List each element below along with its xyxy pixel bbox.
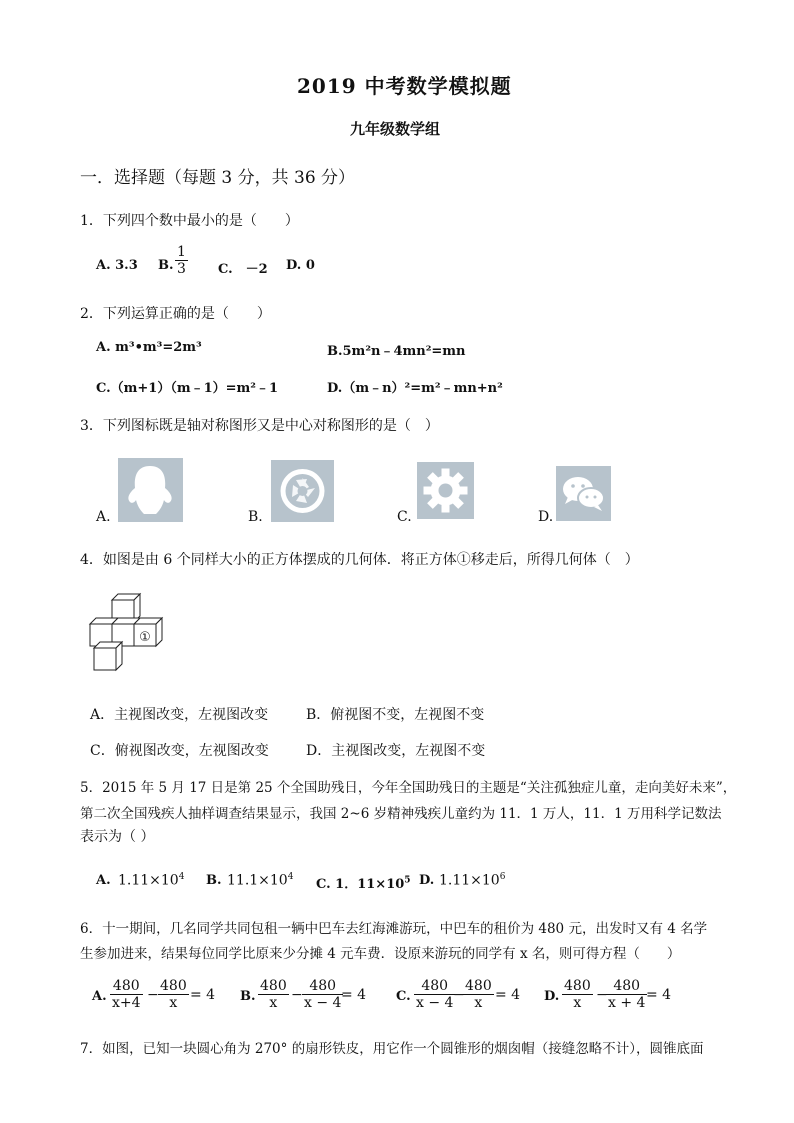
q6-d-num-2: 480 [613,978,641,994]
q6-b-num-2: 480 [309,978,337,994]
q1-fraction-denominator: 3 [177,261,186,277]
q5-option-d-label: D. [419,873,435,888]
q5-d-base: 1.11×10 [439,872,500,889]
q1-fraction-numerator: 1 [177,244,186,260]
q2-option-d: D.（m﹣n）²=m²﹣mn+n² [327,381,503,396]
q3-option-b: B. [248,509,263,525]
q3-option-d: D. [538,509,554,525]
q6-a-equals: = 4 [190,987,216,1003]
q1-option-d: D. 0 [286,258,315,273]
q6-option-a-label: A. [92,989,107,1004]
q6-d-den-1: x [562,994,593,1011]
q6-d-num-1: 480 [564,978,591,994]
q6-c-den-1: x − 4 [416,995,454,1011]
q5-c-exp: 5 [404,875,411,886]
q6-d-den-2: x + 4 [608,995,646,1011]
q6-b-fraction-1 [258,978,289,1011]
q4-option-d: D．主视图改变，左视图不变 [306,743,486,759]
chat-icon [556,466,611,521]
q4-option-c: C．俯视图改变，左视图改变 [90,743,269,759]
q5-b-base: 11.1×10 [227,872,288,889]
q6-a-den-1: x+4 [112,995,141,1011]
q6-option-d-label: D. [544,989,560,1004]
q6-a-num-2: 480 [160,978,187,994]
q7-line1: 7．如图，已知一块圆心角为 270° 的扇形铁皮，用它作一个圆锥形的烟囱帽（接缝忽略不计），圆锥底面 [80,1041,704,1057]
q2-option-b: B.5m²n﹣4mn²=mn [327,344,466,359]
q6-option-c-label: C. [396,989,411,1004]
q1-option-b-fraction [175,244,188,277]
q3-option-c: C. [397,509,412,525]
q6-option-b-label: B. [240,989,256,1004]
q5-line1: 5．2015 年 5 月 17 日是第 25 个全国助残日，今年全国助残日的主题是“关注孤独症儿童，走向美好未来”， [80,780,737,796]
penguin-icon [118,458,183,522]
q6-d-equals: = 4 [646,987,672,1003]
q5-line3: 表示为（ ） [80,829,155,845]
q1-stem: 1．下列四个数中最小的是（ ） [80,213,299,229]
q6-c-num-2: 480 [465,978,492,994]
q6-a-num-1: 480 [112,978,140,994]
q2-stem: 2．下列运算正确的是（ ） [80,306,271,322]
q5-a-base: 1.11×10 [118,872,179,889]
q6-c-equals: = 4 [495,987,521,1003]
q6-d-fraction-2 [606,978,647,1011]
q6-a-den-2: x [158,994,189,1011]
q6-b-minus: − [291,987,303,1003]
q6-a-minus: − [147,987,159,1003]
q6-line2: 生参加进来，结果每位同学比原来少分摊 4 元车费．设原来游玩的同学有 x 名，则可得方程（ ） [80,946,681,962]
q5-option-b-label: B. [206,873,222,888]
q5-option-a-label: A. [96,873,111,888]
gear-icon [417,462,474,519]
cube-label: ① [139,630,151,645]
q2-option-a: A. m³•m³=2m³ [96,340,202,355]
camera-shutter-icon [271,460,334,522]
cube-figure [86,590,170,674]
q6-c-num-1: 480 [421,978,449,994]
q5-option-c [316,873,411,892]
q1-option-a: A. 3.3 [96,258,138,273]
q6-b-fraction-2 [302,978,343,1011]
page-subtitle: 九年级数学组 [350,120,441,138]
q6-b-den-2: x − 4 [304,995,342,1011]
q4-option-b: B．俯视图不变，左视图不变 [306,707,485,723]
q6-c-minus: − [453,987,465,1003]
q3-stem: 3．下列图标既是轴对称图形又是中心对称图形的是（ ） [80,418,439,434]
q1-option-b-label: B. [158,258,174,273]
q5-option-d [439,872,505,889]
q6-c-fraction-1 [414,978,455,1011]
q5-option-b [227,872,293,889]
q6-d-minus: − [596,987,608,1003]
q2-option-c: C.（m+1）（m﹣1）=m²﹣1 [96,381,279,396]
q6-b-den-1: x [258,994,289,1011]
q5-line2: 第二次全国残疾人抽样调查结果显示，我国 2~6 岁精神残疾儿童约为 11．1 万人，11．1 万用科学记数法 [80,806,722,822]
q5-b-exp: 4 [287,872,294,882]
q6-line1: 6．十一期间，几名同学共同包租一辆中巴车去红海滩游玩，中巴车的租价为 480 元，出发时又有 4 名学 [80,921,708,937]
q5-a-exp: 4 [178,872,185,882]
q6-b-equals: = 4 [341,987,367,1003]
q4-stem: 4．如图是由 6 个同样大小的正方体摆成的几何体．将正方体①移走后，所得几何体（ ） [80,552,639,568]
q6-c-fraction-2 [463,978,494,1011]
q5-c-label: C. 1．11×10 [316,877,405,892]
q6-a-fraction-1 [110,978,143,1011]
q6-c-den-2: x [463,994,494,1011]
q1-option-c: C. －2 [218,262,268,277]
q4-option-a: A．主视图改变，左视图改变 [90,707,269,723]
q5-option-a [118,872,184,889]
q6-d-fraction-1 [562,978,593,1011]
section-heading: 一．选择题（每题 3 分，共 36 分） [80,168,356,188]
q6-b-num-1: 480 [260,978,287,994]
q5-d-exp: 6 [499,872,506,882]
q3-option-a: A. [96,509,111,525]
q6-a-fraction-2 [158,978,189,1011]
page-title: 2019 中考数学模拟题 [297,74,512,98]
